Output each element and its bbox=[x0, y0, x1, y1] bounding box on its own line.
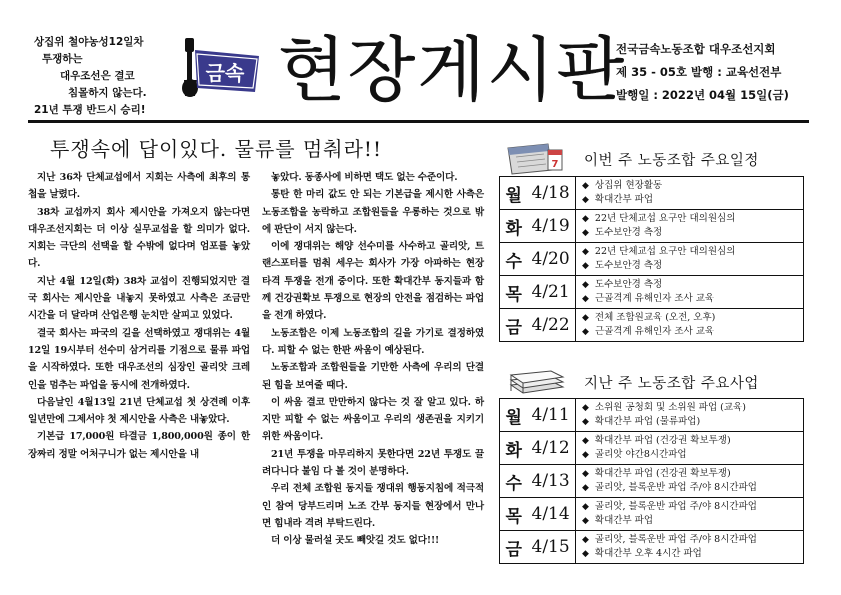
fist-hammer-icon bbox=[182, 38, 198, 97]
weekday-label: 목 bbox=[500, 276, 528, 309]
date-label: 4/21 bbox=[528, 276, 576, 309]
schedule-item-text: 확대간부 파업 (건강권 확보투쟁) bbox=[594, 435, 731, 446]
schedule-row bbox=[500, 531, 804, 564]
article-paragraph: 38차 교섭까지 회사 제시안을 가져오지 않는다면 대우조선지회는 더 이상 실무교섭을 할 의미가 없다. 지회는 극단의 선택을 할 수밖에 없다며 엄포를 놓았다. bbox=[28, 206, 250, 270]
schedule-row bbox=[500, 399, 804, 432]
schedule-item-text: 근골격계 유해인자 조사 교육 bbox=[594, 326, 715, 337]
masthead-title: 현장게시판 bbox=[278, 29, 627, 111]
header-divider bbox=[28, 120, 809, 123]
weekday-label: 금 bbox=[500, 309, 528, 342]
schedule-item-text: 도수보안경 측정 bbox=[594, 227, 663, 238]
article-paragraph: 노동조합과 조합원들을 기만한 사측에 우리의 단결된 힘을 보여줄 때다. bbox=[262, 362, 484, 391]
schedule-item bbox=[582, 212, 803, 226]
bullet-diamond-icon: ◆ bbox=[582, 280, 589, 290]
schedule-item bbox=[582, 259, 803, 273]
schedule-row bbox=[500, 177, 804, 210]
article-paragraph: 우리 전체 조합원 동지들 쟁대위 행동지침에 적극적인 참여 당부드리며 노조 간부 동지들 현장에서 만나면 힘내라 격려 부탁드린다. bbox=[262, 483, 484, 529]
schedule-items bbox=[576, 531, 804, 564]
schedule-item bbox=[582, 481, 803, 495]
schedule-row bbox=[500, 243, 804, 276]
bullet-diamond-icon: ◆ bbox=[582, 327, 589, 337]
last-week-title: 지난 주 노동조합 주요사업 bbox=[584, 376, 759, 392]
schedule-items bbox=[576, 309, 804, 342]
slogan-line: 대우조선은 결코 bbox=[60, 70, 135, 82]
last-week-schedule bbox=[499, 398, 804, 564]
bullet-diamond-icon: ◆ bbox=[582, 483, 589, 493]
article-paragraph: 노동조합은 이제 노동조합의 길을 가기로 결정하였다. 피할 수 없는 한판 싸움이 예상된다. bbox=[262, 327, 484, 356]
schedule-item bbox=[582, 311, 803, 325]
article-paragraph: 지난 4월 12일(화) 38차 교섭이 진행되었지만 결국 회사는 제시안을 내놓지 못하였고 사측은 조금만 시간을 더 달라며 산업은행 눈치만 살피고 있었다. bbox=[28, 275, 250, 322]
schedule-item-text: 확대간부 오후 4시간 파업 bbox=[594, 548, 702, 559]
publish-date: 발행일 : 2022년 04월 15일(금) bbox=[616, 88, 789, 102]
schedule-item-text: 상집위 현장활동 bbox=[594, 180, 663, 191]
weekday-label: 수 bbox=[500, 465, 528, 498]
bullet-diamond-icon: ◆ bbox=[582, 436, 589, 446]
date-label: 4/20 bbox=[528, 243, 576, 276]
weekday-label: 월 bbox=[500, 399, 528, 432]
schedule-item bbox=[582, 179, 803, 193]
bullet-diamond-icon: ◆ bbox=[582, 549, 589, 559]
article-paragraph: 통탄 한 마리 값도 안 되는 기본급을 제시한 사측은 노동조합을 농락하고 조합원들을 우롱하는 것으로 밖에 판단이 서지 않는다. bbox=[262, 189, 484, 235]
schedule-item bbox=[582, 467, 803, 481]
schedule-item bbox=[582, 226, 803, 240]
schedule-item-text: 골리앗, 블록운반 파업 주/야 8시간파업 bbox=[594, 534, 757, 545]
weekday-label: 금 bbox=[500, 531, 528, 564]
union-name: 전국금속노동조합 대우조선지회 bbox=[616, 42, 776, 56]
schedule-item-text: 도수보안경 측정 bbox=[594, 260, 663, 271]
schedule-item bbox=[582, 533, 803, 547]
schedule-items bbox=[576, 243, 804, 276]
bullet-diamond-icon: ◆ bbox=[582, 403, 589, 413]
schedule-item-text: 확대간부 파업 bbox=[594, 515, 654, 526]
schedule-item bbox=[582, 415, 803, 429]
union-logo bbox=[181, 36, 263, 104]
article-paragraph: 지난 36차 단체교섭에서 지회는 사측에 최후의 통첩을 날렸다. bbox=[28, 172, 250, 201]
schedule-item bbox=[582, 292, 803, 306]
calendar-icon bbox=[504, 140, 566, 176]
publication-info bbox=[616, 38, 789, 107]
issue-number: 제 35 - 05호 발행 : 교육선전부 bbox=[616, 65, 782, 79]
article-paragraph: 놓았다. 동종사에 비하면 택도 없는 수준이다. bbox=[271, 172, 458, 183]
article-paragraph: 다음날인 4월13일 21년 단체교섭 첫 상견례 이후 일년만에 그제서야 첫 제시안을 사측은 내놓았다. bbox=[28, 396, 250, 426]
bullet-diamond-icon: ◆ bbox=[582, 417, 589, 427]
schedule-items bbox=[576, 276, 804, 309]
date-label: 4/14 bbox=[528, 498, 576, 531]
bullet-diamond-icon: ◆ bbox=[582, 261, 589, 271]
schedule-item-text: 확대간부 파업 (건강권 확보투쟁) bbox=[594, 468, 731, 479]
this-week-title: 이번 주 노동조합 주요일정 bbox=[584, 153, 759, 169]
headline: 투쟁속에 답이있다. 물류를 멈춰라!! bbox=[50, 137, 382, 161]
date-label: 4/13 bbox=[528, 465, 576, 498]
article-paragraph: 이 싸움 결코 만만하지 않다는 것 잘 알고 있다. 하지만 피할 수 없는 싸움이고 우리의 생존권을 지키기 위한 싸움이다. bbox=[262, 396, 484, 443]
date-label: 4/18 bbox=[528, 177, 576, 210]
slogan-line: 침몰하지 않는다. bbox=[68, 87, 147, 99]
schedule-items bbox=[576, 399, 804, 432]
bullet-diamond-icon: ◆ bbox=[582, 502, 589, 512]
schedule-items bbox=[576, 498, 804, 531]
schedule-item bbox=[582, 448, 803, 462]
article-paragraph: 기본급 17,000원 타결금 1,800,000원 종이 한장짜리 정말 어처구니가 없는 제시안을 내 bbox=[28, 431, 250, 460]
date-label: 4/19 bbox=[528, 210, 576, 243]
schedule-item bbox=[582, 278, 803, 292]
schedule-row bbox=[500, 309, 804, 342]
logo-text: 금속 bbox=[205, 61, 245, 85]
bullet-diamond-icon: ◆ bbox=[582, 294, 589, 304]
schedule-item bbox=[582, 514, 803, 528]
schedule-item-text: 도수보안경 측정 bbox=[594, 279, 663, 290]
schedule-row bbox=[500, 498, 804, 531]
bullet-diamond-icon: ◆ bbox=[582, 214, 589, 224]
schedule-item bbox=[582, 547, 803, 561]
main-article bbox=[28, 169, 484, 574]
weekday-label: 화 bbox=[500, 432, 528, 465]
schedule-item bbox=[582, 193, 803, 207]
schedule-item bbox=[582, 325, 803, 339]
this-week-schedule bbox=[499, 176, 804, 342]
schedule-row bbox=[500, 210, 804, 243]
slogan-line: 상집위 철야농성12일차 bbox=[34, 36, 144, 48]
documents-icon bbox=[507, 365, 567, 397]
schedule-item-text: 22년 단체교섭 요구안 대의원심의 bbox=[594, 246, 736, 257]
schedule-item bbox=[582, 434, 803, 448]
article-column-2 bbox=[262, 169, 484, 574]
schedule-row bbox=[500, 432, 804, 465]
schedule-items bbox=[576, 177, 804, 210]
schedule-item-text: 골리앗, 블록운반 파업 주/야 8시간파업 bbox=[594, 482, 757, 493]
schedule-item bbox=[582, 245, 803, 259]
article-paragraph: 21년 투쟁을 마무리하지 못한다면 22년 투쟁도 끌려다니다 불임 다 볼 것이 분명하다. bbox=[262, 448, 484, 478]
slogan-line: 투쟁하는 bbox=[42, 53, 83, 65]
article-paragraph: 이에 쟁대위는 해양 선수미를 사수하고 골리앗, 트랜스포터를 멈춰 세우는 회사가 가장 아파하는 현장 타격 투쟁을 전개 중이다. 또한 확대간부 동지들과 함께 건강권확보 투쟁으로 현장의 안전을 점검하는 파업을 전개 하였다. bbox=[262, 241, 484, 322]
schedule-item-text: 전체 조합원교육 (오전, 오후) bbox=[594, 312, 716, 323]
schedule-item-text: 22년 단체교섭 요구안 대의원심의 bbox=[594, 213, 736, 224]
bullet-diamond-icon: ◆ bbox=[582, 181, 589, 191]
schedule-items bbox=[576, 465, 804, 498]
date-label: 4/15 bbox=[528, 531, 576, 564]
bullet-diamond-icon: ◆ bbox=[582, 535, 589, 545]
bullet-diamond-icon: ◆ bbox=[582, 195, 589, 205]
article-column-1 bbox=[28, 169, 250, 574]
date-label: 4/22 bbox=[528, 309, 576, 342]
bullet-diamond-icon: ◆ bbox=[582, 469, 589, 479]
date-label: 4/12 bbox=[528, 432, 576, 465]
bullet-diamond-icon: ◆ bbox=[582, 247, 589, 257]
schedule-item-text: 소위원 공청회 및 소위원 파업 (교육) bbox=[594, 402, 746, 413]
bullet-diamond-icon: ◆ bbox=[582, 313, 589, 323]
date-label: 4/11 bbox=[528, 399, 576, 432]
article-paragraph: 결국 회사는 파국의 길을 선택하였고 쟁대위는 4월12일 19시부터 선수미 삼거리를 기점으로 물류 파업을 시작하였다. 또한 대우조선의 심장인 골리앗 크레인을 멈추는 파업을 동시에 전개하였다. bbox=[28, 327, 250, 391]
slogan-box bbox=[30, 34, 170, 119]
schedule-item-text: 골리앗, 블록운반 파업 주/야 8시간파업 bbox=[594, 501, 757, 512]
bullet-diamond-icon: ◆ bbox=[582, 516, 589, 526]
weekday-label: 수 bbox=[500, 243, 528, 276]
bullet-diamond-icon: ◆ bbox=[582, 450, 589, 460]
schedule-row bbox=[500, 465, 804, 498]
schedule-item-text: 골리앗 야간8시간파업 bbox=[594, 449, 687, 460]
schedule-item-text: 확대간부 파업 bbox=[594, 194, 654, 205]
weekday-label: 월 bbox=[500, 177, 528, 210]
schedule-item-text: 근골격계 유해인자 조사 교육 bbox=[594, 293, 715, 304]
slogan-line: 21년 투쟁 반드시 승리! bbox=[34, 104, 146, 116]
schedule-items bbox=[576, 210, 804, 243]
bullet-diamond-icon: ◆ bbox=[582, 228, 589, 238]
weekday-label: 화 bbox=[500, 210, 528, 243]
schedule-item-text: 확대간부 파업 (물류파업) bbox=[594, 416, 701, 427]
svg-text:7: 7 bbox=[551, 159, 559, 170]
schedule-row bbox=[500, 276, 804, 309]
schedule-item bbox=[582, 500, 803, 514]
schedule-item bbox=[582, 401, 803, 415]
schedule-items bbox=[576, 432, 804, 465]
weekday-label: 목 bbox=[500, 498, 528, 531]
article-paragraph: 더 이상 물러설 곳도 빼앗길 것도 없다!!! bbox=[271, 535, 440, 547]
